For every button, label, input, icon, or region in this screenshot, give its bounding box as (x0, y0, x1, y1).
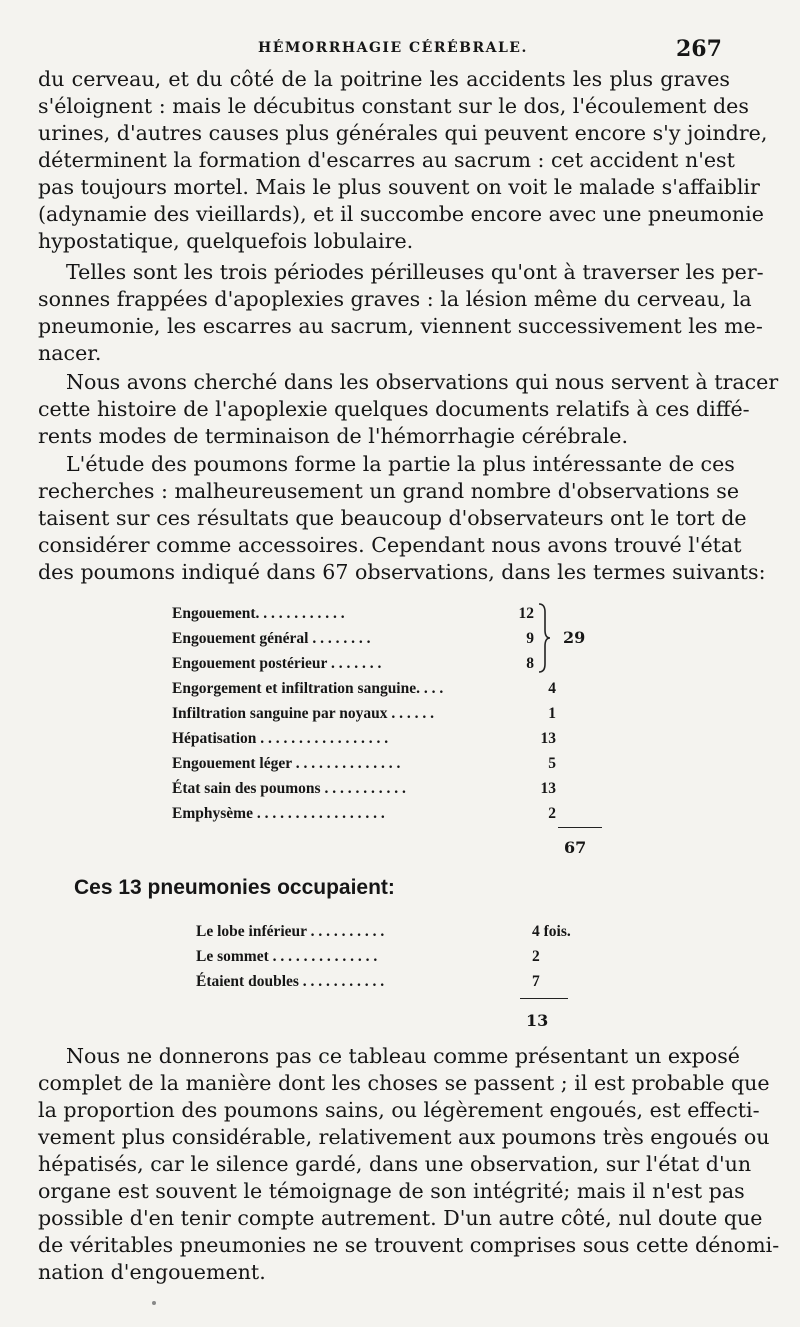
table-label: Le lobe inférieur . . . . . . . . . . (196, 923, 385, 940)
paragraph-3 (38, 369, 779, 450)
table-value: 4 (548, 680, 556, 697)
table-row (196, 921, 596, 943)
ink-speck (152, 1301, 156, 1305)
table-value: 4 fois. (532, 923, 571, 940)
text-line: cette histoire de l'apoplexie quelques documents relatifs à ces diffé- (38, 397, 750, 421)
sum-rule (558, 827, 602, 828)
text-line: nation d'engouement. (38, 1260, 266, 1284)
text-line: des poumons indiqué dans 67 observations, dans les termes suivants: (38, 560, 766, 584)
pneumonia-heading: Ces 13 pneumonies occupaient: (74, 876, 395, 899)
paragraph-1 (38, 66, 768, 255)
text-line: Telles sont les trois périodes périlleuses qu'ont à traverser les per- (66, 260, 764, 284)
text-line: Nous avons cherché dans les observations qui nous servent à tracer (66, 370, 779, 394)
paragraph-4 (38, 451, 766, 586)
text-line: considérer comme accessoires. Cependant nous avons trouvé l'état (38, 533, 742, 557)
text-line: pas toujours mortel. Mais le plus souvent on voit le malade s'affaiblir (38, 175, 760, 199)
table-row (172, 753, 592, 775)
table-value: 1 (548, 705, 556, 722)
text-line: pneumonie, les escarres au sacrum, viennent successivement les me- (38, 314, 763, 338)
table-value: 8 (526, 655, 534, 672)
table-label: Hépatisation . . . . . . . . . . . . . . . . . (172, 730, 389, 747)
paragraph-2 (38, 259, 764, 367)
table-row (196, 946, 596, 968)
text-line: organe est souvent le témoignage de son intégrité; mais il n'est pas (38, 1179, 745, 1203)
text-line: complet de la manière dont les choses se passent ; il est probable que (38, 1071, 770, 1095)
text-line: la proportion des poumons sains, ou légèrement engoués, est effecti- (38, 1098, 760, 1122)
table-label: Le sommet . . . . . . . . . . . . . . (196, 948, 378, 965)
text-line: s'éloignent : mais le décubitus constant sur le dos, l'écoulement des (38, 94, 749, 118)
text-line: vement plus considérable, relativement aux poumons très engoués ou (38, 1125, 770, 1149)
table-row (196, 971, 596, 993)
text-line: urines, d'autres causes plus générales qui peuvent encore s'y joindre, (38, 121, 768, 145)
table-row (172, 703, 592, 725)
table-value: 5 (548, 755, 556, 772)
page-number: 267 (676, 36, 722, 62)
table-row (172, 653, 532, 675)
text-line: (adynamie des vieillards), et il succombe encore avec une pneumonie (38, 202, 764, 226)
running-title: HÉMORRHAGIE CÉRÉBRALE. (258, 40, 528, 56)
text-line: du cerveau, et du côté de la poitrine les accidents les plus graves (38, 67, 730, 91)
table-value: 13 (540, 780, 556, 797)
text-line: nacer. (38, 341, 102, 365)
text-line: déterminent la formation d'escarres au sacrum : cet accident n'est (38, 148, 735, 172)
table-label: Étaient doubles . . . . . . . . . . . (196, 973, 385, 990)
table-value: 2 (548, 805, 556, 822)
text-line: de véritables pneumonies ne se trouvent comprises sous cette dénomi- (38, 1233, 780, 1257)
paragraph-5 (38, 1043, 780, 1286)
table-value: 7 (532, 973, 540, 990)
table-label: Engouement léger . . . . . . . . . . . . . . (172, 755, 401, 772)
table-row (172, 803, 592, 825)
bracket-sum: 29 (563, 628, 586, 647)
table-row (172, 628, 532, 650)
sum-rule (520, 998, 568, 999)
text-line: hypostatique, quelquefois lobulaire. (38, 229, 414, 253)
table-label: Engorgement et infiltration sanguine. . . . (172, 680, 444, 697)
table-label: État sain des poumons . . . . . . . . . . . (172, 780, 406, 797)
text-line: L'étude des poumons forme la partie la plus intéressante de ces (66, 452, 735, 476)
table-label: Engouement postérieur . . . . . . . (172, 655, 382, 672)
table-label: Emphysème . . . . . . . . . . . . . . . . . (172, 805, 385, 822)
lung-total: 67 (564, 838, 587, 857)
text-line: sonnes frappées d'apoplexies graves : la lésion même du cerveau, la (38, 287, 752, 311)
table-label: Engouement général . . . . . . . . (172, 630, 371, 647)
table-value: 12 (518, 605, 534, 622)
running-header (0, 36, 800, 62)
text-line: taisent sur ces résultats que beaucoup d'observateurs ont le tort de (38, 506, 747, 530)
pneumonia-total: 13 (526, 1011, 549, 1030)
table-row (172, 728, 592, 750)
text-line: possible d'en tenir compte autrement. D'un autre côté, nul doute que (38, 1206, 763, 1230)
brace-icon (537, 602, 551, 674)
table-value: 9 (526, 630, 534, 647)
text-line: recherches : malheureusement un grand nombre d'observations se (38, 479, 740, 503)
table-row (172, 778, 592, 800)
text-line: Nous ne donnerons pas ce tableau comme présentant un exposé (66, 1044, 740, 1068)
text-line: hépatisés, car le silence gardé, dans une observation, sur l'état d'un (38, 1152, 752, 1176)
table-value: 2 (532, 948, 540, 965)
table-row (172, 678, 592, 700)
text-line: rents modes de terminaison de l'hémorrhagie cérébrale. (38, 424, 628, 448)
table-row (172, 603, 532, 625)
table-label: Infiltration sanguine par noyaux . . . . . . (172, 705, 434, 722)
table-label: Engouement. . . . . . . . . . . . (172, 605, 345, 622)
table-value: 13 (540, 730, 556, 747)
